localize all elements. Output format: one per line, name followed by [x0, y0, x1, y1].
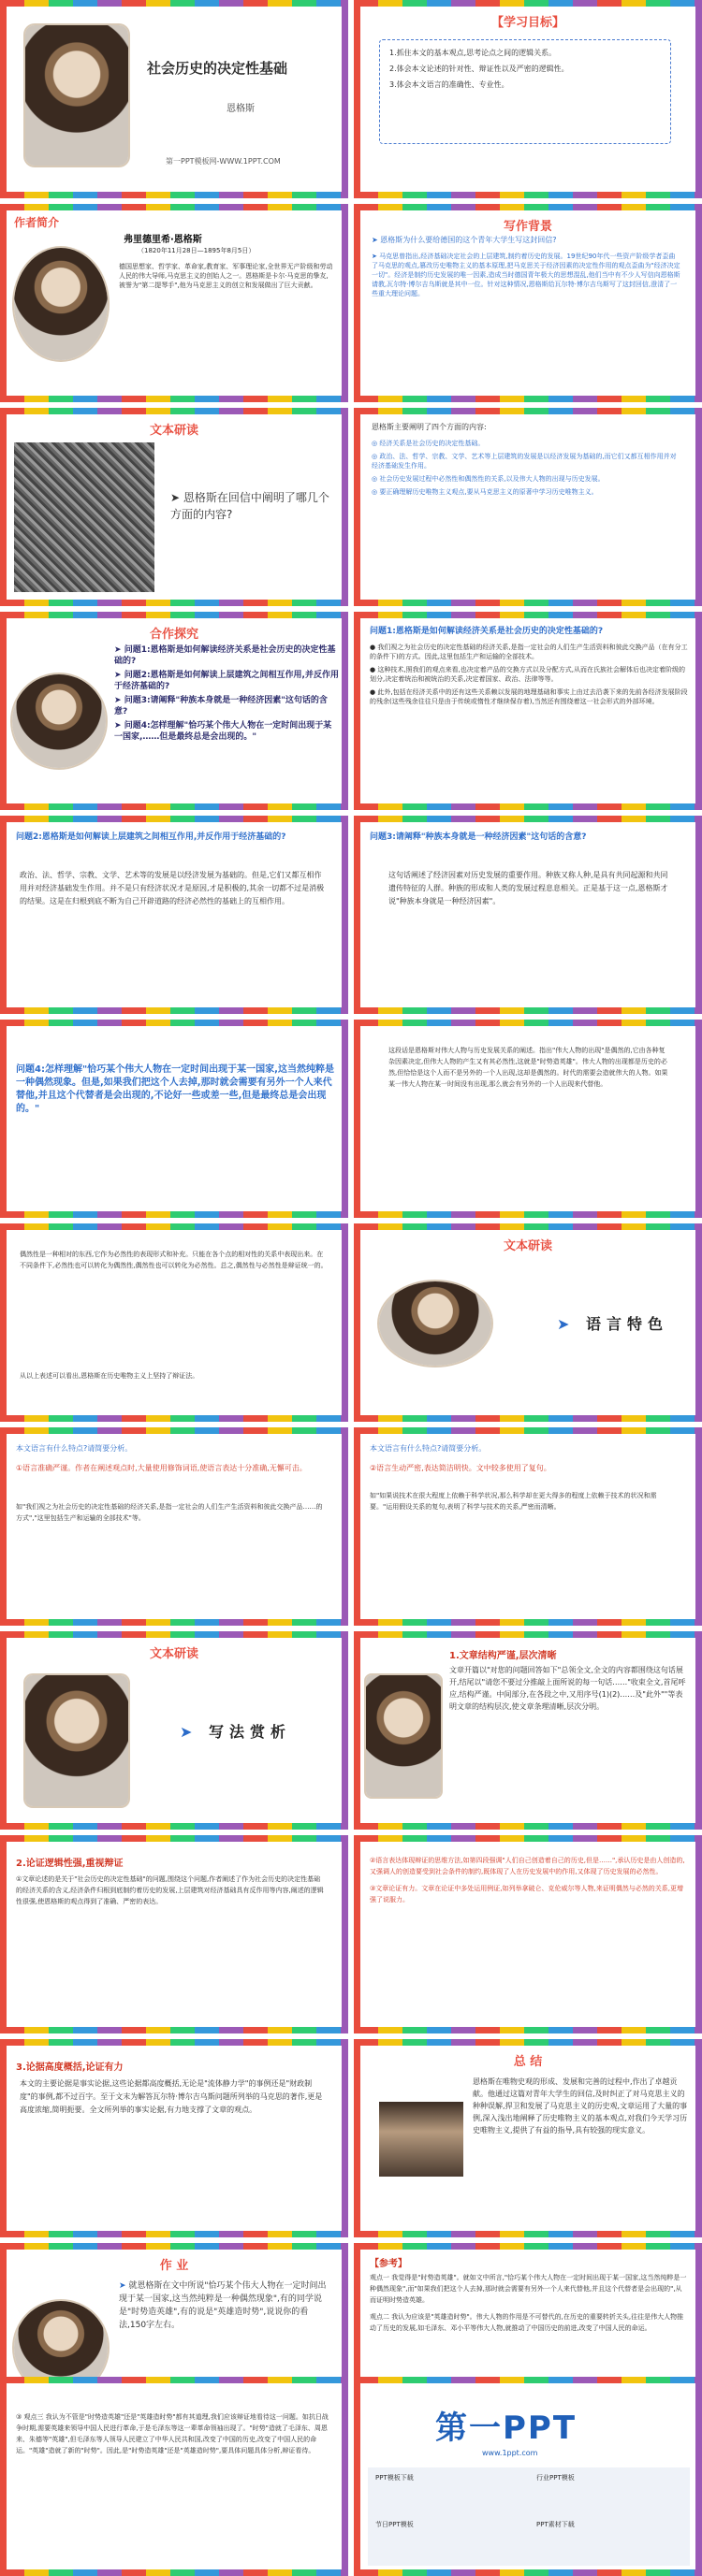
reference-item: 观点一 我觉得是"时势造英雄"。就如文中所言,"恰巧某个伟大人物在一定时间出现于某一国家,这当然纯粹是一种偶然现象",而"如果我们把这个人去掉,那时就会需要有另外一个人来代替他,并且这个代替者是会出现的",从而证明时势造英雄。: [370, 2274, 687, 2304]
homework-text: ➤ 就恩格斯在文中所说"恰巧某个伟大人物在一定时间出现于某一国家,这当然纯粹是一种偶然现象",有的同学说是"时势造英雄",有的说是"英雄造时势",说说你的看法,150字左右。: [119, 2281, 327, 2330]
reference-item: 观点二 我认为应该是"英雄造时势"。伟大人物的作用是不可替代的,在历史的重要转折关头,往往是伟大人物推动了历史的发展,如毛泽东、邓小平等伟大人物,就推动了中国历史的前进,改变了中国人民的命运。: [370, 2313, 684, 2332]
arrow-icon: ➤: [119, 2281, 129, 2291]
content-intro: 恩格斯主要阐明了四个方面的内容:: [372, 423, 487, 431]
engels-portrait: [25, 1675, 128, 1806]
author-dates: （1820年11月28日—1895年8月5日）: [138, 247, 256, 254]
q4-conclusion: 从以上表述可以看出,恩格斯在历史唯物主义上坚持了辩证法。: [20, 1372, 199, 1380]
q1-item: ● 此外,包括在经济关系中的还有这些关系赖以发展的地理基础和事实上由过去沿袭下来的先前各经济发展阶段的残余(这些残余往往只是由于传统或惰性才继续保存着),当然还有围绕着这一社会形式的外部环境。: [370, 688, 688, 705]
q1-item: ● 我们视之为社会历史的决定性基础的经济关系,是指一定社会的人们生产生活资料和彼此交换产品（在有分工的条件下)的方式。因此,这里包括生产和运输的全部技术。: [370, 644, 688, 660]
question-item: ➤ 问题2:恩格斯是如何解读上层建筑之间相互作用,并反作用于经济基础的?: [114, 671, 339, 691]
question-item: ➤ 问题3:请阐释"种族本身就是一种经济因素"这句话的含意?: [114, 696, 328, 716]
slide-16-lang2[interactable]: [354, 1427, 702, 1626]
slide-6-content[interactable]: [354, 408, 702, 606]
promo-links: [368, 2467, 690, 2566]
lang-point: ②语言生动严密,表达简洁明快。文中较多使用了复句。: [370, 1464, 551, 1472]
arrow-icon: ➤: [372, 253, 380, 260]
reference-list: [370, 2272, 688, 2334]
objective-item: 2.体会本文论述的针对性、辩证性以及严密的逻辑性。: [389, 65, 569, 73]
site-footer: 第一PPT模板网-WWW.1PPT.COM: [166, 157, 281, 166]
logic-item: ③文章论证有力。文章在论证中多处运用例证,如列举拿破仑、克伦威尔等人物,来证明偶然与必然的关系,更增强了说服力。: [370, 1885, 683, 1903]
slide-10-q3[interactable]: [354, 816, 702, 1014]
slide-17-writing[interactable]: [0, 1631, 348, 1830]
q4-header: 问题4:怎样理解"恰巧某个伟大人物在一定时间出现于某一国家,这当然纯粹是一种偶然现象。但是,如果我们把这个人去掉,那时就会需要有另外一个人来代替他,并且这个代替者是会出现的,不论好一些或差一些,但是最终总是会出现的。": [16, 1064, 334, 1114]
reference-header: 【参考】: [370, 2259, 407, 2269]
slide-1-title[interactable]: [0, 0, 348, 198]
q2-answer: 政治、法、哲学、宗教、文学、艺术等的发展是以经济发展为基础的。但是,它们又都互相作用并对经济基础发生作用。并不是只有经济状况才是原因,才是积极的,其余一切都不过是消极的结果。这是在归根到底不断为自己开辟道路的经济必然性的基础上的互相作用。: [20, 871, 325, 905]
structure-header: 1.文章结构严谨,层次清晰: [449, 1651, 557, 1661]
promo-col[interactable]: 节日PPT模板: [375, 2521, 414, 2528]
slide-26-promo[interactable]: [354, 2377, 702, 2576]
slide-4-background[interactable]: [354, 204, 702, 402]
q3-answer: 这句话阐述了经济因素对历史发展的重要作用。种族又称人种,是具有共同起源和共同遗传特征的人群。种族的形成和人类的发展过程息息相关。正是基于这一点,恩格斯才说"种族本身就是一种经济因素"。: [388, 871, 668, 905]
lang-point: ①语言准确严谨。作者在阐述观点时,大量使用修饰词语,使语言表达十分准确,无懈可击。: [16, 1464, 307, 1472]
slide-13-q4-cont[interactable]: [0, 1223, 348, 1422]
slide-2-objectives[interactable]: [354, 0, 702, 198]
background-text: ➤ 马克思曾指出,经济基础决定社会的上层建筑,制约着历史的发展。19世纪90年代一些资产阶级学者歪曲了马克思的观点,篡改历史唯物主义的基本原理,把马克思关于经济因素的决定性作用的观点歪曲为"经济决定一切"。经济是制约历史发展的唯一因素,造成当时德国青年极大的思想混乱,他们当中有不少人写信向恩格斯请教,瓦尔特·博尔吉乌斯就是其中一位。针对这种情况,恩格斯给瓦尔特·博尔吉乌斯写了这封回信,澄清了一些重大理论问题。: [372, 253, 680, 297]
background-header: 写作背景: [503, 220, 552, 234]
content-list: [372, 439, 680, 497]
arrow-icon: ➤: [180, 1723, 209, 1741]
q1-item: ● 这种技术,照我们的观点来看,也决定着产品的交换方式以及分配方式,从而在氏族社会解体后也决定着阶级的划分,决定着统治和被统治的关系,决定着国家、政治、法律等等。: [370, 666, 686, 683]
slide-7-explore[interactable]: [0, 612, 348, 810]
slide-11-q4[interactable]: [0, 1020, 348, 1218]
lang-example: 如"我们视之为社会历史的决定性基础的经济关系,是指一定社会的人们生产生活资料和彼此交换产品……的方式","这里包括生产和运输的全部技术"等。: [16, 1503, 323, 1522]
author-bio: 德国思想家、哲学家、革命家,教育家、军事理论家,全世界无产阶级和劳动人民的伟大导师,马克思主义的创始人之一。恩格斯是卡尔·马克思的挚友,被誉为"第二提琴手",他为马克思主义的创立和发展做出了巨大贡献。: [119, 263, 333, 289]
content-item: ◎ 经济关系是社会历史的决定性基础。: [372, 440, 485, 447]
engels-portrait: [366, 1675, 441, 1797]
language-tag: ➤ 语言特色: [557, 1315, 668, 1333]
question-item: ➤ 问题1:恩格斯是如何解读经济关系是社会历史的决定性基础的?: [114, 645, 336, 666]
engels-portrait: [25, 25, 128, 166]
slide-18-structure[interactable]: [354, 1631, 702, 1830]
slide-19-logic[interactable]: [0, 1835, 348, 2033]
engels-image: [379, 2102, 463, 2177]
engels-portrait: [14, 248, 108, 360]
slide-12-q4-answer[interactable]: [354, 1020, 702, 1218]
writing-tag: ➤ 写法赏析: [180, 1723, 291, 1741]
logic-item: ②语言表达体现辩证的思维方法,如第四段强调"人们自己创造着自己的历史,但是……",承认历史是由人创造的,又强调人的创造要受到社会条件的制约,既体现了人在历史发展中的作用,又体现了历史发展的必然性。: [370, 1857, 685, 1875]
question-list: [114, 644, 339, 743]
lang-example: 如"如果说技术在很大程度上依赖于科学状况,那么科学却在更大得多的程度上依赖于技术的状况和需要。"运用假设关系的复句,表明了科学与技术的关系,严密而清晰。: [370, 1492, 657, 1511]
content-item: ◎ 政治、法、哲学、宗教、文学、艺术等上层建筑的发展是以经济发展为基础的,而它们又都互相作用并对经济基础发生作用。: [372, 453, 677, 470]
author-name: 弗里德里希·恩格斯: [124, 235, 202, 245]
q3-header: 问题3:请阐释"种族本身就是一种经济因素"这句话的含意?: [370, 832, 587, 842]
ppt-site: www.1ppt.com: [482, 2449, 538, 2457]
objectives-header: 【学习目标】: [490, 16, 564, 30]
slide-title: 社会历史的决定性基础: [147, 60, 288, 77]
summary-text: 恩格斯在唯物史观的形成、发展和完善的过程中,作出了卓越贡献。他通过这篇对青年大学生的回信,及时纠正了对马克思主义的种种误解,捍卫和发展了马克思主义的历史观,文章运用了大量的事例,深入浅出地阐释了历史唯物主义的基本观点,对我们今天学习历史唯物主义,提供了有益的指导,具有较强的现实意义。: [473, 2077, 688, 2135]
homework-header: 作 业: [159, 2259, 189, 2273]
slide-20-logic-cont[interactable]: [354, 1835, 702, 2033]
slide-15-lang1[interactable]: [0, 1427, 348, 1626]
objective-item: 1.抓住本文的基本观点,思考论点之间的逻辑关系。: [389, 49, 557, 57]
q4-continued: 偶然性是一种相对的东西,它作为必然性的表现形式和补充。只能在各个点的相对性的关系中表现出来。在不同条件下,必然性也可以转化为偶然性,偶然性也可以转化为必然性。总之,偶然性与必然性是辩证统一的。: [20, 1251, 328, 1269]
q1-header: 问题1:恩格斯是如何解读经济关系是社会历史的决定性基础的?: [370, 627, 604, 636]
slide-25-viewpoint3[interactable]: [0, 2377, 348, 2576]
viewpoint-text: ③ 观点三 我认为不管是"时势造英雄"还是"英雄造时势"都有其道理,我们应该辩证地看待这一问题。如抗日战争时期,需要英雄来领导中国人民进行革命,于是毛泽东等这一辈革命领袖出现了。"时势"造就了毛泽东、周恩来、朱德等"英雄",但毛泽东等人领导人民建立了中华人民共和国,改变了中国的历史,改变了中国人民的命运。"英雄"造就了新的"时势"。因此,是"时势造英雄"还是"英雄造时势",要具体问题具体分析,辩证看待。: [16, 2413, 329, 2454]
arrow-icon: ➤: [557, 1315, 586, 1333]
crowd-image: [14, 442, 154, 592]
promo-col[interactable]: PPT模板下载: [375, 2474, 414, 2482]
objectives-list: [380, 40, 670, 97]
engels-portrait: [12, 674, 106, 768]
q2-header: 问题2:恩格斯是如何解读上层建筑之间相互作用,并反作用于经济基础的?: [16, 832, 286, 842]
logic-text: ①文章论述的是关于"社会历史的决定性基础"的问题,围绕这个问题,作者阐述了作为社会历史的决定性基础的经济关系的含义,经济条件归根到底制约着历史的发展,上层建筑对经济基础具有反作用等内容,阐述的逻辑性很强,使恩格斯的观点得到了准确、严密的表达。: [16, 1875, 324, 1905]
language-header: 文本研读: [503, 1239, 552, 1253]
logic-list: [370, 1855, 688, 1905]
q4-answer: 这段话是恩格斯对伟大人物与历史发展关系的阐述。指出"伟大人物的出现"是偶然的,它由各种复杂因素决定,但伟大人物的产生又有其必然性,这就是"时势造英雄"。伟大人物的出现都是历史的必然,但恰恰是这个人而不是另外的一个人出现,这却是偶然的。时代的需要会造就伟大的人物。如果某一伟大人物在某一时间没有出现,那么就会有另外的一个人出现来代替他。: [388, 1047, 668, 1088]
promo-col[interactable]: PPT素材下载: [536, 2521, 575, 2528]
evidence-text: 本文的主要论据是事实论据,这些论据都高度概括,无论是"流体静力学"的事例还是"财政制度"的事例,都不过百字。至于文末为解答瓦尔特·博尔吉乌斯问题所列举的马克思的著作,更是高度浓缩,简明扼要。全文所列举的事实论据,有力地支撑了文章的观点。: [20, 2079, 323, 2114]
slide-22-summary[interactable]: [354, 2039, 702, 2237]
slide-21-evidence[interactable]: [0, 2039, 348, 2237]
q1-answers: [370, 643, 688, 706]
reading-question: ➤ 恩格斯在回信中阐明了哪几个方面的内容?: [170, 491, 329, 521]
arrow-icon: ➤: [170, 491, 183, 504]
content-item: ◎ 社会历史发展过程中必然性和偶然性的关系,以及伟大人物的出现与历史发展。: [372, 475, 605, 483]
background-question: ➤ 恩格斯为什么要给德国的这个青年大学生写这封回信?: [372, 236, 557, 244]
author-name: 恩格斯: [227, 104, 255, 114]
question-item: ➤ 问题4:怎样理解"恰巧某个伟大人物在一定时间出现于某一国家,……但是最终总是会出现的。": [114, 721, 332, 742]
slide-9-q2[interactable]: [0, 816, 348, 1014]
structure-text: 文章开篇以"对您的问题回答如下"总领全文,全文的内容都围绕这句话展开,结尾以"请您不要过分推敲上面所说的每一句话……"收束全文,首尾呼应,结构严谨。中间部分,在各段之中,又用序号(1)(2)……及"此外""等表明文章的结构层次,使文章条理清晰,层次分明。: [449, 1666, 686, 1711]
objective-item: 3.体会本文语言的准确性、专业性。: [389, 80, 509, 89]
slide-14-language[interactable]: [354, 1223, 702, 1422]
lang-question: 本文语言有什么特点?请简要分析。: [16, 1444, 133, 1453]
promo-col[interactable]: 行业PPT模板: [536, 2474, 575, 2482]
logic-header: 2.论证逻辑性强,重视辩证: [16, 1859, 124, 1869]
slide-5-reading[interactable]: [0, 408, 348, 606]
summary-header: 总 结: [513, 2055, 543, 2069]
author-header: 作者简介: [14, 216, 60, 229]
ppt-logo: 第一PPT: [435, 2410, 578, 2447]
engels-portrait: [379, 1281, 491, 1366]
content-item: ◎ 要正确理解历史唯物主义观点,要从马克思主义的原著中学习历史唯物主义。: [372, 488, 598, 496]
slide-8-q1[interactable]: [354, 612, 702, 810]
writing-header: 文本研读: [149, 1647, 198, 1661]
evidence-header: 3.论据高度概括,论证有力: [16, 2062, 124, 2073]
lang-question: 本文语言有什么特点?请简要分析。: [370, 1444, 487, 1453]
arrow-icon: ➤: [372, 236, 381, 244]
reading-header: 文本研读: [149, 424, 198, 438]
explore-header: 合作探究: [149, 628, 198, 642]
slide-3-author[interactable]: [0, 204, 348, 402]
objectives-box: [379, 39, 671, 144]
